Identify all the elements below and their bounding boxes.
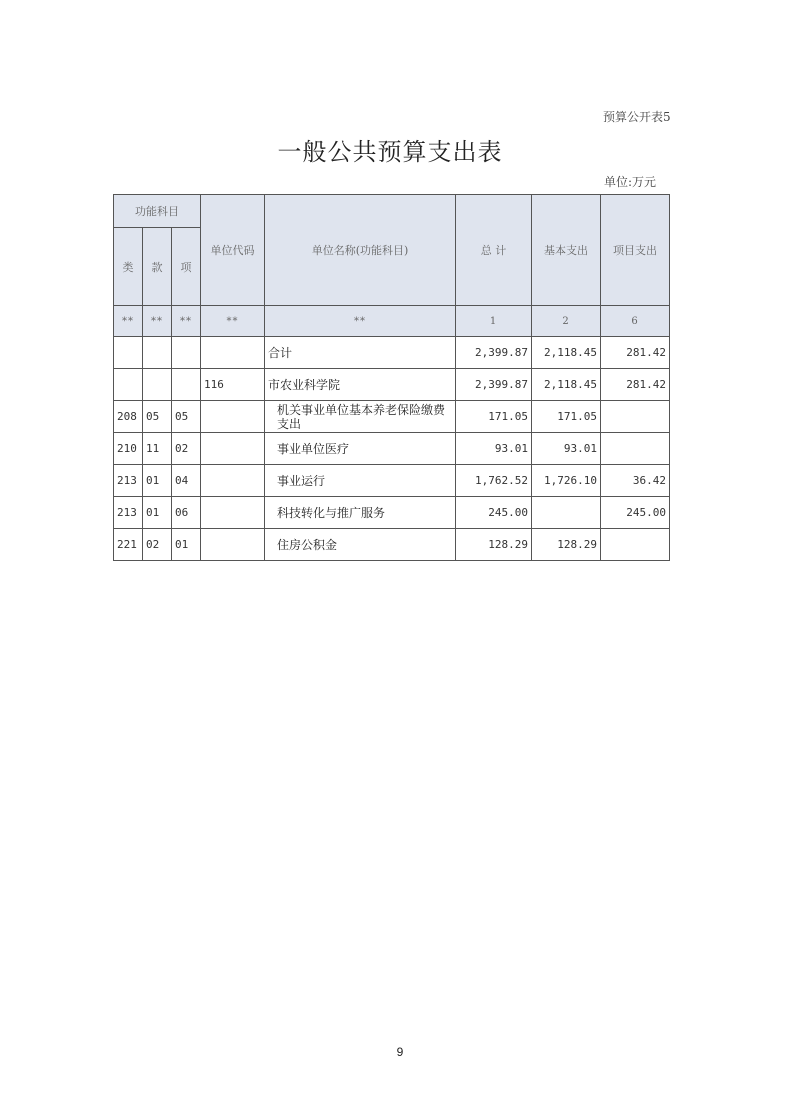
form-code: 预算公开表5	[603, 110, 671, 124]
cell-basic	[532, 497, 601, 529]
cell-lei: 210	[114, 433, 143, 465]
header-project: 项目支出	[601, 195, 670, 306]
header-mark: **	[201, 306, 265, 337]
cell-unit-name: 事业单位医疗	[265, 433, 456, 465]
cell-total: 128.29	[456, 529, 532, 561]
cell-unit-name: 市农业科学院	[265, 369, 456, 401]
cell-xiang	[172, 337, 201, 369]
cell-total: 171.05	[456, 401, 532, 433]
cell-unit-code	[201, 497, 265, 529]
cell-kuan: 01	[143, 465, 172, 497]
cell-total: 1,762.52	[456, 465, 532, 497]
cell-kuan: 02	[143, 529, 172, 561]
header-kuan: 款	[143, 228, 172, 306]
header-total: 总 计	[456, 195, 532, 306]
cell-basic: 128.29	[532, 529, 601, 561]
cell-lei: 208	[114, 401, 143, 433]
cell-xiang: 04	[172, 465, 201, 497]
cell-unit-name: 合计	[265, 337, 456, 369]
table-row	[114, 465, 670, 497]
cell-kuan	[143, 337, 172, 369]
page-number: 9	[396, 1045, 404, 1059]
cell-total: 93.01	[456, 433, 532, 465]
cell-kuan	[143, 369, 172, 401]
cell-unit-name: 科技转化与推广服务	[265, 497, 456, 529]
cell-kuan: 11	[143, 433, 172, 465]
cell-project: 245.00	[601, 497, 670, 529]
header-mark: **	[265, 306, 456, 337]
cell-xiang	[172, 369, 201, 401]
cell-project: 36.42	[601, 465, 670, 497]
header-mark: 6	[601, 306, 670, 337]
cell-unit-code	[201, 337, 265, 369]
cell-unit-code	[201, 529, 265, 561]
page-title: 一般公共预算支出表	[277, 138, 503, 166]
cell-basic: 1,726.10	[532, 465, 601, 497]
cell-lei: 213	[114, 465, 143, 497]
cell-total: 2,399.87	[456, 337, 532, 369]
header-function-subject: 功能科目	[114, 195, 201, 228]
cell-basic: 171.05	[532, 401, 601, 433]
cell-unit-code	[201, 401, 265, 433]
cell-xiang: 02	[172, 433, 201, 465]
cell-project: 281.42	[601, 369, 670, 401]
table-row	[114, 529, 670, 561]
cell-lei	[114, 369, 143, 401]
cell-lei: 221	[114, 529, 143, 561]
header-basic: 基本支出	[532, 195, 601, 306]
cell-project	[601, 433, 670, 465]
budget-table	[113, 194, 670, 561]
header-mark: **	[143, 306, 172, 337]
cell-unit-name: 事业运行	[265, 465, 456, 497]
table-row	[114, 369, 670, 401]
header-lei: 类	[114, 228, 143, 306]
cell-basic: 93.01	[532, 433, 601, 465]
table-row	[114, 337, 670, 369]
table-row	[114, 433, 670, 465]
cell-unit-name: 机关事业单位基本养老保险缴费支出	[265, 401, 456, 433]
header-unit-name: 单位名称(功能科目)	[265, 195, 456, 306]
cell-unit-code	[201, 465, 265, 497]
cell-project	[601, 401, 670, 433]
cell-project: 281.42	[601, 337, 670, 369]
cell-unit-code	[201, 433, 265, 465]
cell-lei: 213	[114, 497, 143, 529]
cell-project	[601, 529, 670, 561]
cell-lei	[114, 337, 143, 369]
cell-unit-name: 住房公积金	[265, 529, 456, 561]
table-row	[114, 497, 670, 529]
cell-total: 245.00	[456, 497, 532, 529]
cell-kuan: 01	[143, 497, 172, 529]
unit-label: 单位:万元	[604, 175, 657, 189]
header-xiang: 项	[172, 228, 201, 306]
cell-kuan: 05	[143, 401, 172, 433]
cell-xiang: 06	[172, 497, 201, 529]
header-mark: **	[114, 306, 143, 337]
cell-xiang: 01	[172, 529, 201, 561]
table-row	[114, 401, 670, 433]
cell-basic: 2,118.45	[532, 369, 601, 401]
header-mark: 1	[456, 306, 532, 337]
cell-total: 2,399.87	[456, 369, 532, 401]
header-mark: **	[172, 306, 201, 337]
cell-basic: 2,118.45	[532, 337, 601, 369]
header-unit-code: 单位代码	[201, 195, 265, 306]
cell-xiang: 05	[172, 401, 201, 433]
header-mark: 2	[532, 306, 601, 337]
cell-unit-code: 116	[201, 369, 265, 401]
